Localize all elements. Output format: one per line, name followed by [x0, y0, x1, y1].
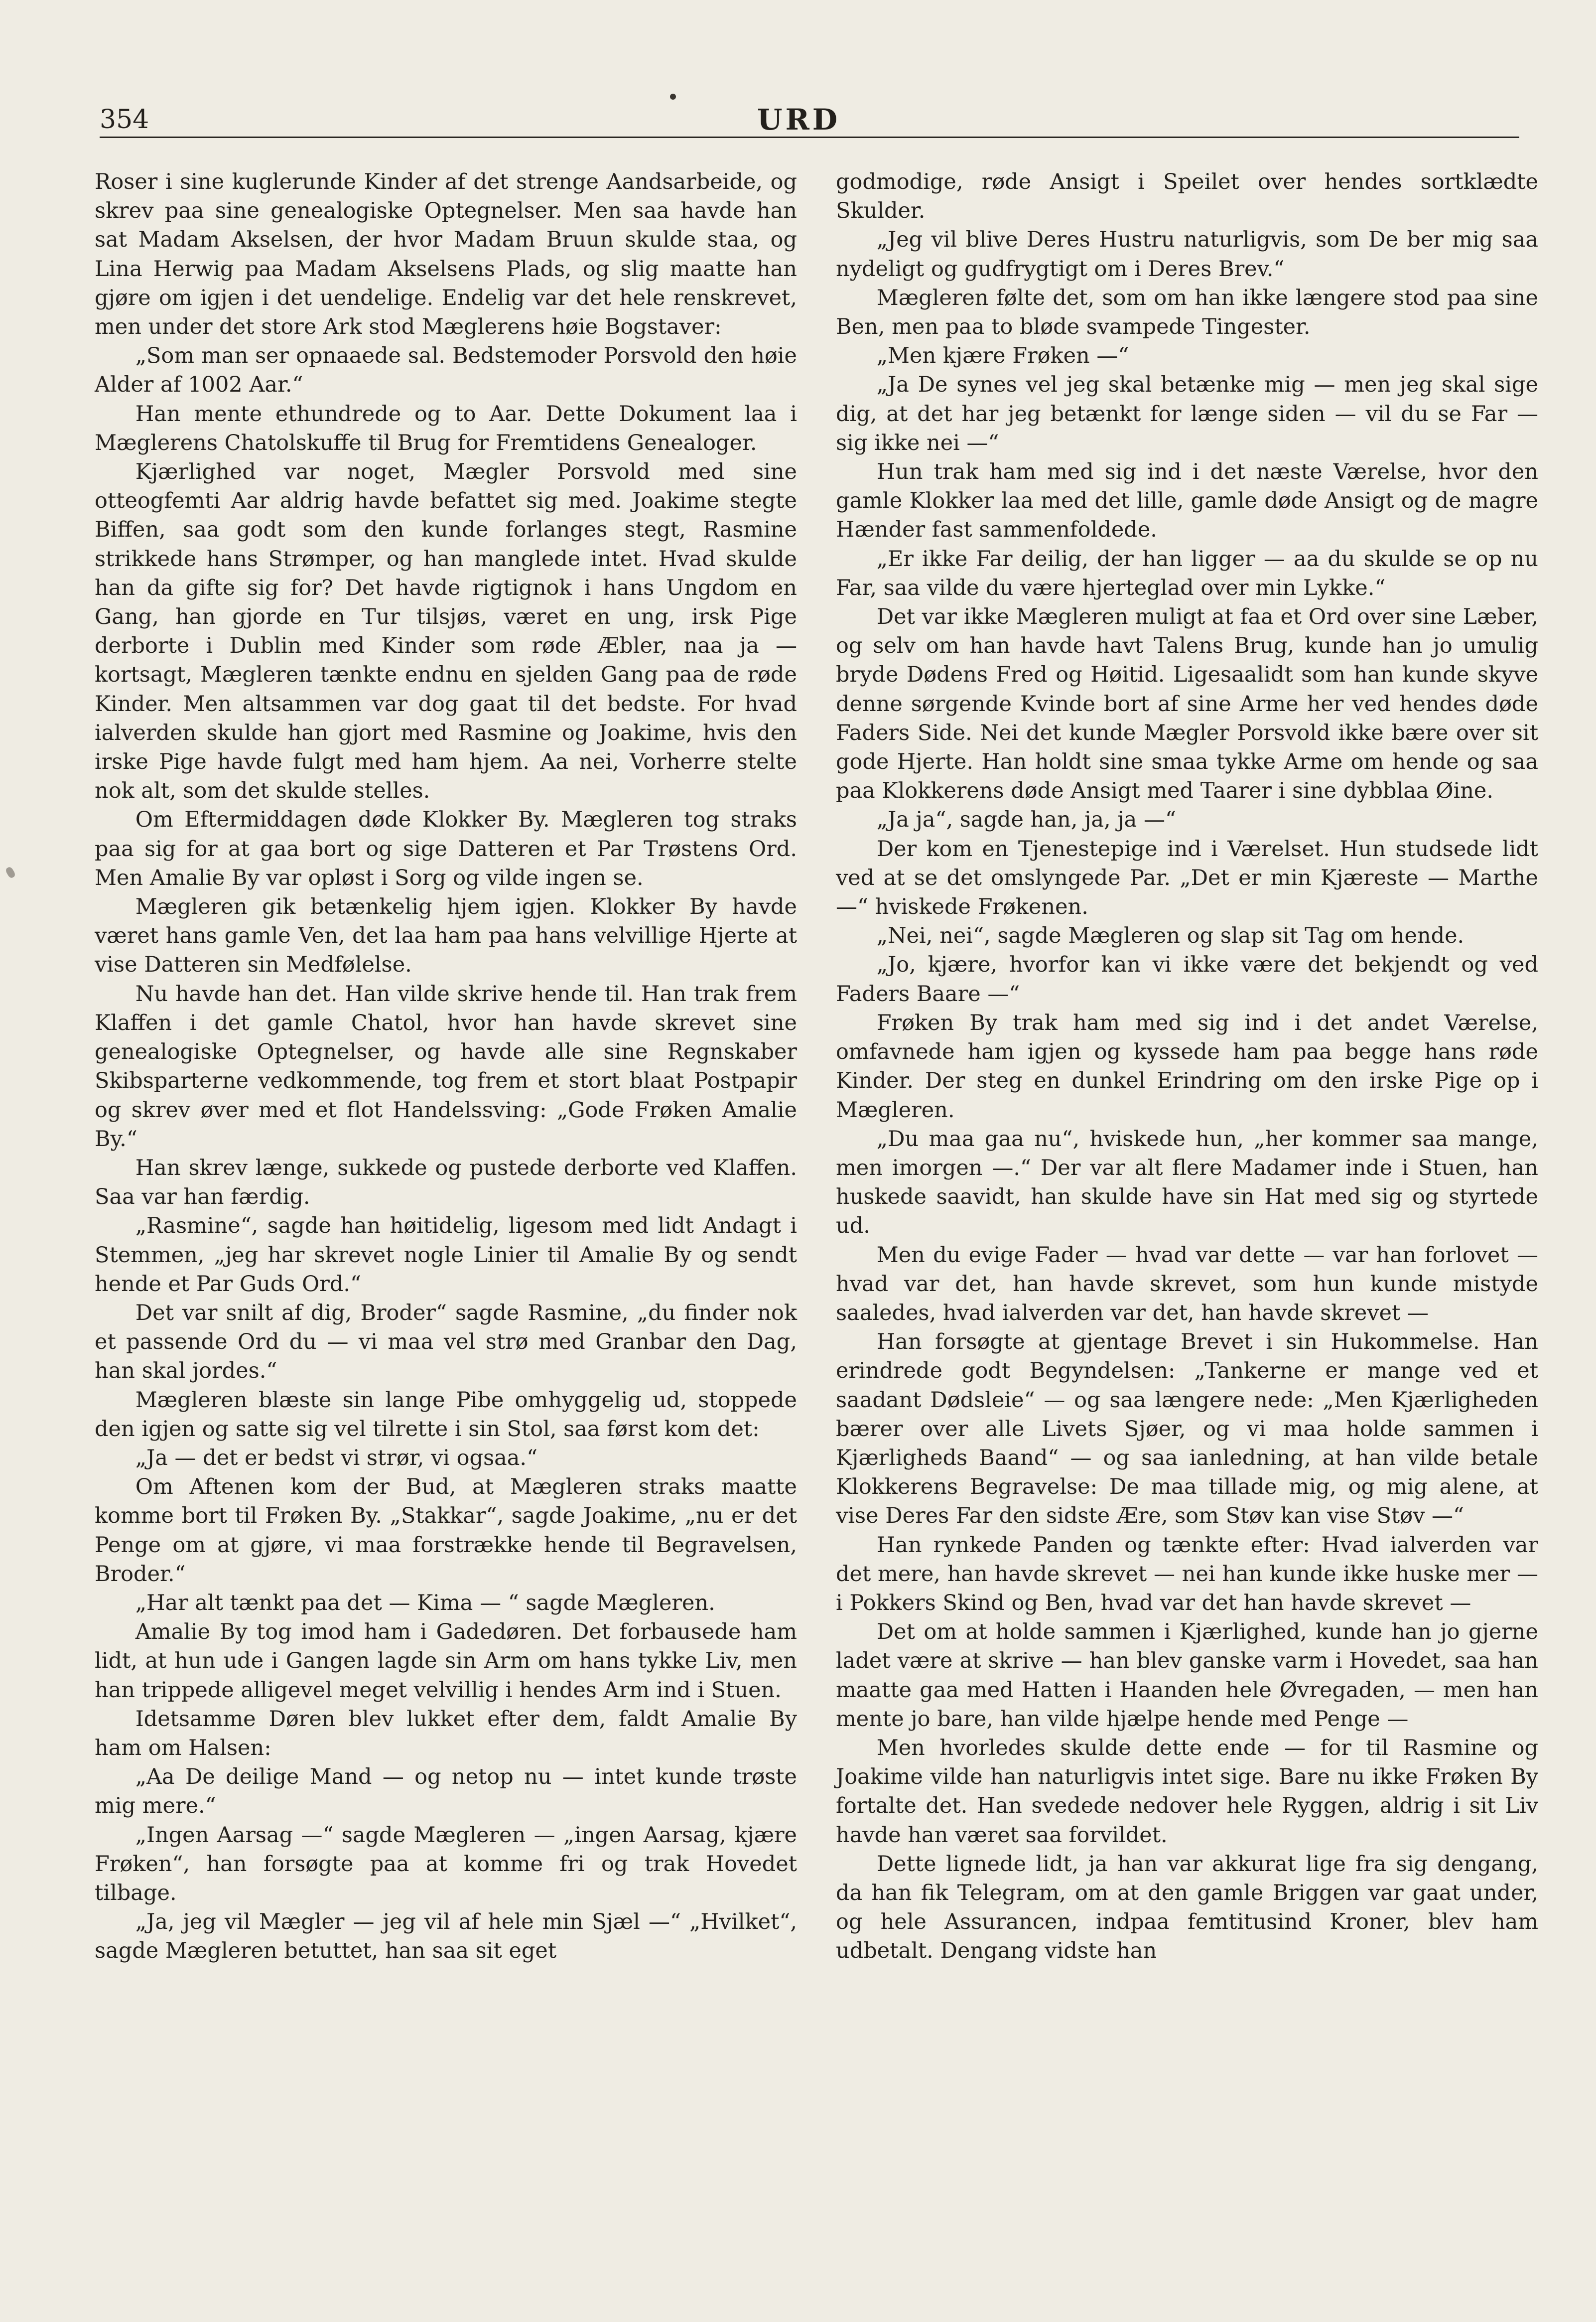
paragraph: Det var ikke Mægleren muligt at faa et Ord over sine Læber, og selv om han havde havt Talens Brug, kunde han jo umulig bryde Dødens Fred og Høitid. Ligesaalidt som han kunde skyve denne sørgende Kvinde bort af sine Arme her ved hendes døde Faders Side. Nei det kunde Mægler Porsvold ikke bære over sit gode Hjerte. Han holdt sine smaa tykke Arme om hende og saa paa Klokkerens døde Ansigt med Taarer i sine dybblaa Øine. [836, 604, 1538, 804]
paragraph: „Jo, kjære, hvorfor kan vi ikke være det bekjendt og ved Faders Baare —“ [836, 952, 1538, 1007]
paragraph: Hun trak ham med sig ind i det næste Værelse, hvor den gamle Klokker laa med det lille, gamle døde Ansigt og de magre Hænder fast sammenfoldede. [836, 459, 1538, 543]
paragraph: „Ja ja“, sagde han, ja, ja —“ [876, 807, 1176, 833]
paragraph: Det om at holde sammen i Kjærlighed, kunde han jo gjerne ladet være at skrive — han blev ganske varm i Hovedet, saa han maatte gaa med Hatten i Haanden hele Øvregaden, — men han mente jo bare, han vilde hjælpe hende med Penge — [836, 1619, 1538, 1732]
paragraph: „Ja — det er bedst vi strør, vi ogsaa.“ [135, 1445, 538, 1470]
page-header [100, 105, 1519, 135]
paragraph: Om Eftermiddagen døde Klokker By. Mægleren tog straks paa sig for at gaa bort og sige Datteren et Par Trøstens Ord. Men Amalie By var opløst i Sorg og vilde ingen se. [95, 807, 797, 890]
paragraph: godmodige, røde Ansigt i Speilet over hendes sortklædte Skulder. [836, 169, 1538, 224]
paragraph: Frøken By trak ham med sig ind i det andet Værelse, omfavnede ham igjen og kyssede ham paa begge hans røde Kinder. Der steg en dunkel Erindring om den irske Pige op i Mægleren. [836, 1010, 1538, 1123]
paragraph: Han rynkede Panden og tænkte efter: Hvad ialverden var det mere, han havde skrevet — nei han kunde ikke huske mer — i Pokkers Skind og Ben, hvad var det han havde skrevet — [836, 1532, 1538, 1615]
paragraph: Mægleren gik betænkelig hjem igjen. Klokker By havde været hans gamle Ven, det laa ham paa hans velvillige Hjerte at vise Datteren sin Medfølelse. [95, 894, 797, 978]
paragraph: Om Aftenen kom der Bud, at Mægleren straks maatte komme bort til Frøken By. „Stakkar“, sagde Joakime, „nu er det Penge om at gjøre, vi maa forstrække hende til Begravelsen, Broder.“ [95, 1474, 797, 1587]
paragraph: „Ja De synes vel jeg skal betænke mig — men jeg skal sige dig, at det har jeg betænkt for længe siden — vil du se Far — sig ikke nei —“ [836, 372, 1538, 455]
page-number: 354 [100, 105, 149, 135]
paragraph: „Nei, nei“, sagde Mægleren og slap sit Tag om hende. [876, 923, 1464, 949]
paragraph: Dette lignede lidt, ja han var akkurat lige fra sig dengang, da han fik Telegram, om at den gamle Briggen var gaat under, og hele Assurancen, indpaa femtitusind Kroner, blev ham udbetalt. Dengang vidste han [836, 1851, 1538, 1964]
running-title: URD [757, 103, 841, 137]
paragraph: Han forsøgte at gjentage Brevet i sin Hukommelse. Han erindrede godt Begyndelsen: „Tankerne er mange ved et saadant Dødsleie“ — og saa længere nede: „Men Kjærligheden bærer over alle Livets Sjøer, og vi maa holde sammen i Kjærligheds Baand“ — og saa ianledning, at han vilde betale Klokkerens Begravelse: De maa tillade mig, og mig alene, at vise Deres Far den sidste Ære, som Støv kan vise Støv —“ [836, 1329, 1538, 1529]
paragraph: Idetsamme Døren blev lukket efter dem, faldt Amalie By ham om Halsen: [95, 1706, 797, 1760]
paragraph: Nu havde han det. Han vilde skrive hende til. Han trak frem Klaffen i det gamle Chatol, hvor han havde skrevet sine genealogiske Optegnelser, og havde alle sine Regnskaber Skibsparterne vedkommende, tog frem et stort blaat Postpapir og skrev øver med et flot Handelssving: „Gode Frøken Amalie By.“ [95, 981, 797, 1152]
paper-speck [4, 866, 16, 879]
paragraph: „Som man ser opnaaede sal. Bedstemoder Porsvold den høie Alder af 1002 Aar.“ [95, 343, 797, 398]
paragraph: „Har alt tænkt paa det — Kima — “ sagde Mægleren. [135, 1590, 715, 1615]
paragraph: „Ingen Aarsag —“ sagde Mægleren — „ingen Aarsag, kjære Frøken“, han forsøgte paa at komme fri og trak Hovedet tilbage. [95, 1822, 797, 1905]
paragraph: „Jeg vil blive Deres Hustru naturligvis, som De ber mig saa nydeligt og gudfrygtigt om i Deres Brev.“ [836, 227, 1538, 282]
paragraph: „Aa De deilige Mand — og netop nu — intet kunde trøste mig mere.“ [95, 1764, 797, 1819]
paragraph: „Er ikke Far deilig, der han ligger — aa du skulde se op nu Far, saa vilde du være hjerteglad over min Lykke.“ [836, 546, 1538, 600]
left-column [95, 167, 797, 1966]
paragraph: Amalie By tog imod ham i Gadedøren. Det forbausede ham lidt, at hun ude i Gangen lagde sin Arm om hans tykke Liv, men han trippede alligevel meget velvillig i hendes Arm ind i Stuen. [95, 1619, 797, 1703]
paragraph: Men du evige Fader — hvad var dette — var han forlovet — hvad var det, han havde skrevet, som hun kunde mistyde saaledes, hvad ialverden var det, han havde skrevet — [836, 1242, 1538, 1325]
paragraph: Der kom en Tjenestepige ind i Værelset. Hun studsede lidt ved at se det omslyngede Par. „Det er min Kjæreste — Marthe —“ hviskede Frøkenen. [836, 836, 1538, 920]
paragraph: Det var snilt af dig, Broder“ sagde Rasmine, „du finder nok et passende Ord du — vi maa vel strø med Granbar den Dag, han skal jordes.“ [95, 1300, 797, 1384]
paragraph: „Rasmine“, sagde han høitidelig, ligesom med lidt Andagt i Stemmen, „jeg har skrevet nogle Linier til Amalie By og sendt hende et Par Guds Ord.“ [95, 1213, 797, 1297]
print-dot [670, 94, 676, 100]
paragraph: Han mente ethundrede og to Aar. Dette Dokument laa i Mæglerens Chatolskuffe til Brug for Fremtidens Genealoger. [95, 401, 797, 455]
paragraph: Mægleren blæste sin lange Pibe omhyggelig ud, stoppede den igjen og satte sig vel tilrette i sin Stol, saa først kom det: [95, 1387, 797, 1442]
paragraph: „Du maa gaa nu“, hviskede hun, „her kommer saa mange, men imorgen —.“ Der var alt flere Madamer inde i Stuen, han huskede saavidt, han skulde have sin Hat med sig og styrtede ud. [836, 1126, 1538, 1239]
right-column [836, 167, 1538, 1966]
paragraph: Kjærlighed var noget, Mægler Porsvold med sine otteogfemti Aar aldrig havde befattet sig med. Joakime stegte Biffen, saa godt som den kunde forlanges stegt, Rasmine strikkede hans Strømper, og han manglede intet. Hvad skulde han da gifte sig for? Det havde rigtignok i hans Ungdom en Gang, han gjorde en Tur tilsjøs, været en ung, irsk Pige derborte i Dublin med Kinder som røde Æbler, naa ja — kortsagt, Mægleren tænkte endnu en sjelden Gang paa de røde Kinder. Men altsammen var dog gaat til det bedste. For hvad ialverden skulde han gjort med Rasmine og Joakime, hvis den irske Pige havde fulgt med ham hjem. Aa nei, Vorherre stelte nok alt, som det skulde stelles. [95, 459, 797, 804]
paragraph: Roser i sine kuglerunde Kinder af det strenge Aandsarbeide, og skrev paa sine genealogiske Optegnelser. Men saa havde han sat Madam Akselsen, der hvor Madam Bruun skulde staa, og Lina Herwig paa Madam Akselsens Plads, og slig maatte han gjøre om igjen i det uendelige. Endelig var det hele renskrevet, men under det store Ark stod Mæglerens høie Bogstaver: [95, 169, 797, 340]
header-rule [100, 137, 1519, 138]
paragraph: Mægleren følte det, som om han ikke længere stod paa sine Ben, men paa to bløde svampede Tingester. [836, 285, 1538, 340]
paragraph: Men hvorledes skulde dette ende — for til Rasmine og Joakime vilde han naturligvis intet sige. Bare nu ikke Frøken By fortalte det. Han svedede nedover hele Ryggen, aldrig i sit Liv havde han været saa forvildet. [836, 1735, 1538, 1848]
paragraph: „Men kjære Frøken —“ [876, 343, 1129, 369]
paragraph: „Ja, jeg vil Mægler — jeg vil af hele min Sjæl —“ „Hvilket“, sagde Mægleren betuttet, han saa sit eget [95, 1909, 797, 1964]
paragraph: Han skrev længe, sukkede og pustede derborte ved Klaffen. Saa var han færdig. [95, 1155, 797, 1210]
